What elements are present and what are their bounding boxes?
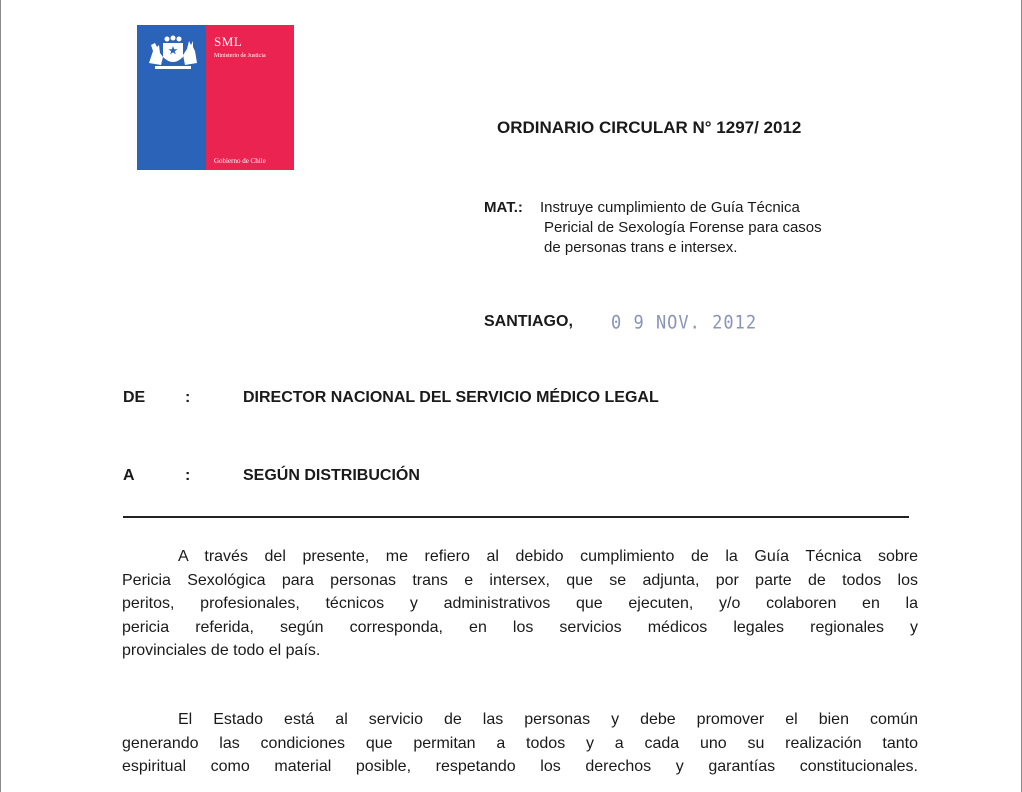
logo-title: SML <box>214 34 243 49</box>
paragraph-line: El Estado está al servicio de las personas y debe promover el bien común <box>178 711 918 728</box>
to-value: SEGÚN DISTRIBUCIÓN <box>243 467 420 484</box>
coat-of-arms-icon <box>145 33 201 73</box>
paragraph-line: peritos, profesionales, técnicos y administrativos que ejecuten, y/o colaboren en la <box>122 595 918 612</box>
logo-blue-panel <box>137 25 206 170</box>
logo-footer: Gobierno de Chile <box>214 157 266 165</box>
body-paragraph-1 <box>122 545 918 663</box>
date-stamp: 0 9 NOV. 2012 <box>611 312 758 334</box>
document-number: ORDINARIO CIRCULAR N° 1297/ 2012 <box>497 118 802 137</box>
subject-text <box>540 198 930 258</box>
from-colon: : <box>185 389 191 406</box>
from-label: DE <box>123 389 146 406</box>
subject-label: MAT.: <box>484 199 523 216</box>
body-paragraph-2 <box>122 708 918 779</box>
paragraph-line: generando las condiciones que permitan a todos y a cada uno su realización tanto <box>122 734 918 752</box>
paragraph-line: A través del presente, me refiero al debido cumplimiento de la Guía Técnica sobre <box>178 548 918 565</box>
subject-line: de personas trans e intersex. <box>544 239 738 256</box>
from-value: DIRECTOR NACIONAL DEL SERVICIO MÉDICO LEGAL <box>243 389 659 406</box>
subject-line: Instruye cumplimiento de Guía Técnica <box>540 199 800 216</box>
paragraph-line: pericia referida, según corresponda, en los servicios médicos legales regionales y <box>122 618 918 636</box>
to-colon: : <box>185 467 191 484</box>
paragraph-line: espiritual como material posible, respetando los derechos y garantías constitucionales. <box>122 758 918 775</box>
sml-logo <box>137 25 294 170</box>
divider-line <box>123 516 909 518</box>
logo-red-panel <box>206 25 294 170</box>
subject-line: Pericial de Sexología Forense para casos <box>544 219 822 236</box>
place-label: SANTIAGO, <box>484 313 573 330</box>
logo-subtitle: Ministerio de Justicia <box>214 53 266 59</box>
paragraph-line: Pericia Sexológica para personas trans e intersex, que se adjunta, por parte de todos los <box>122 571 918 589</box>
to-label: A <box>123 467 135 484</box>
paragraph-line: provinciales de todo el país. <box>122 642 321 659</box>
